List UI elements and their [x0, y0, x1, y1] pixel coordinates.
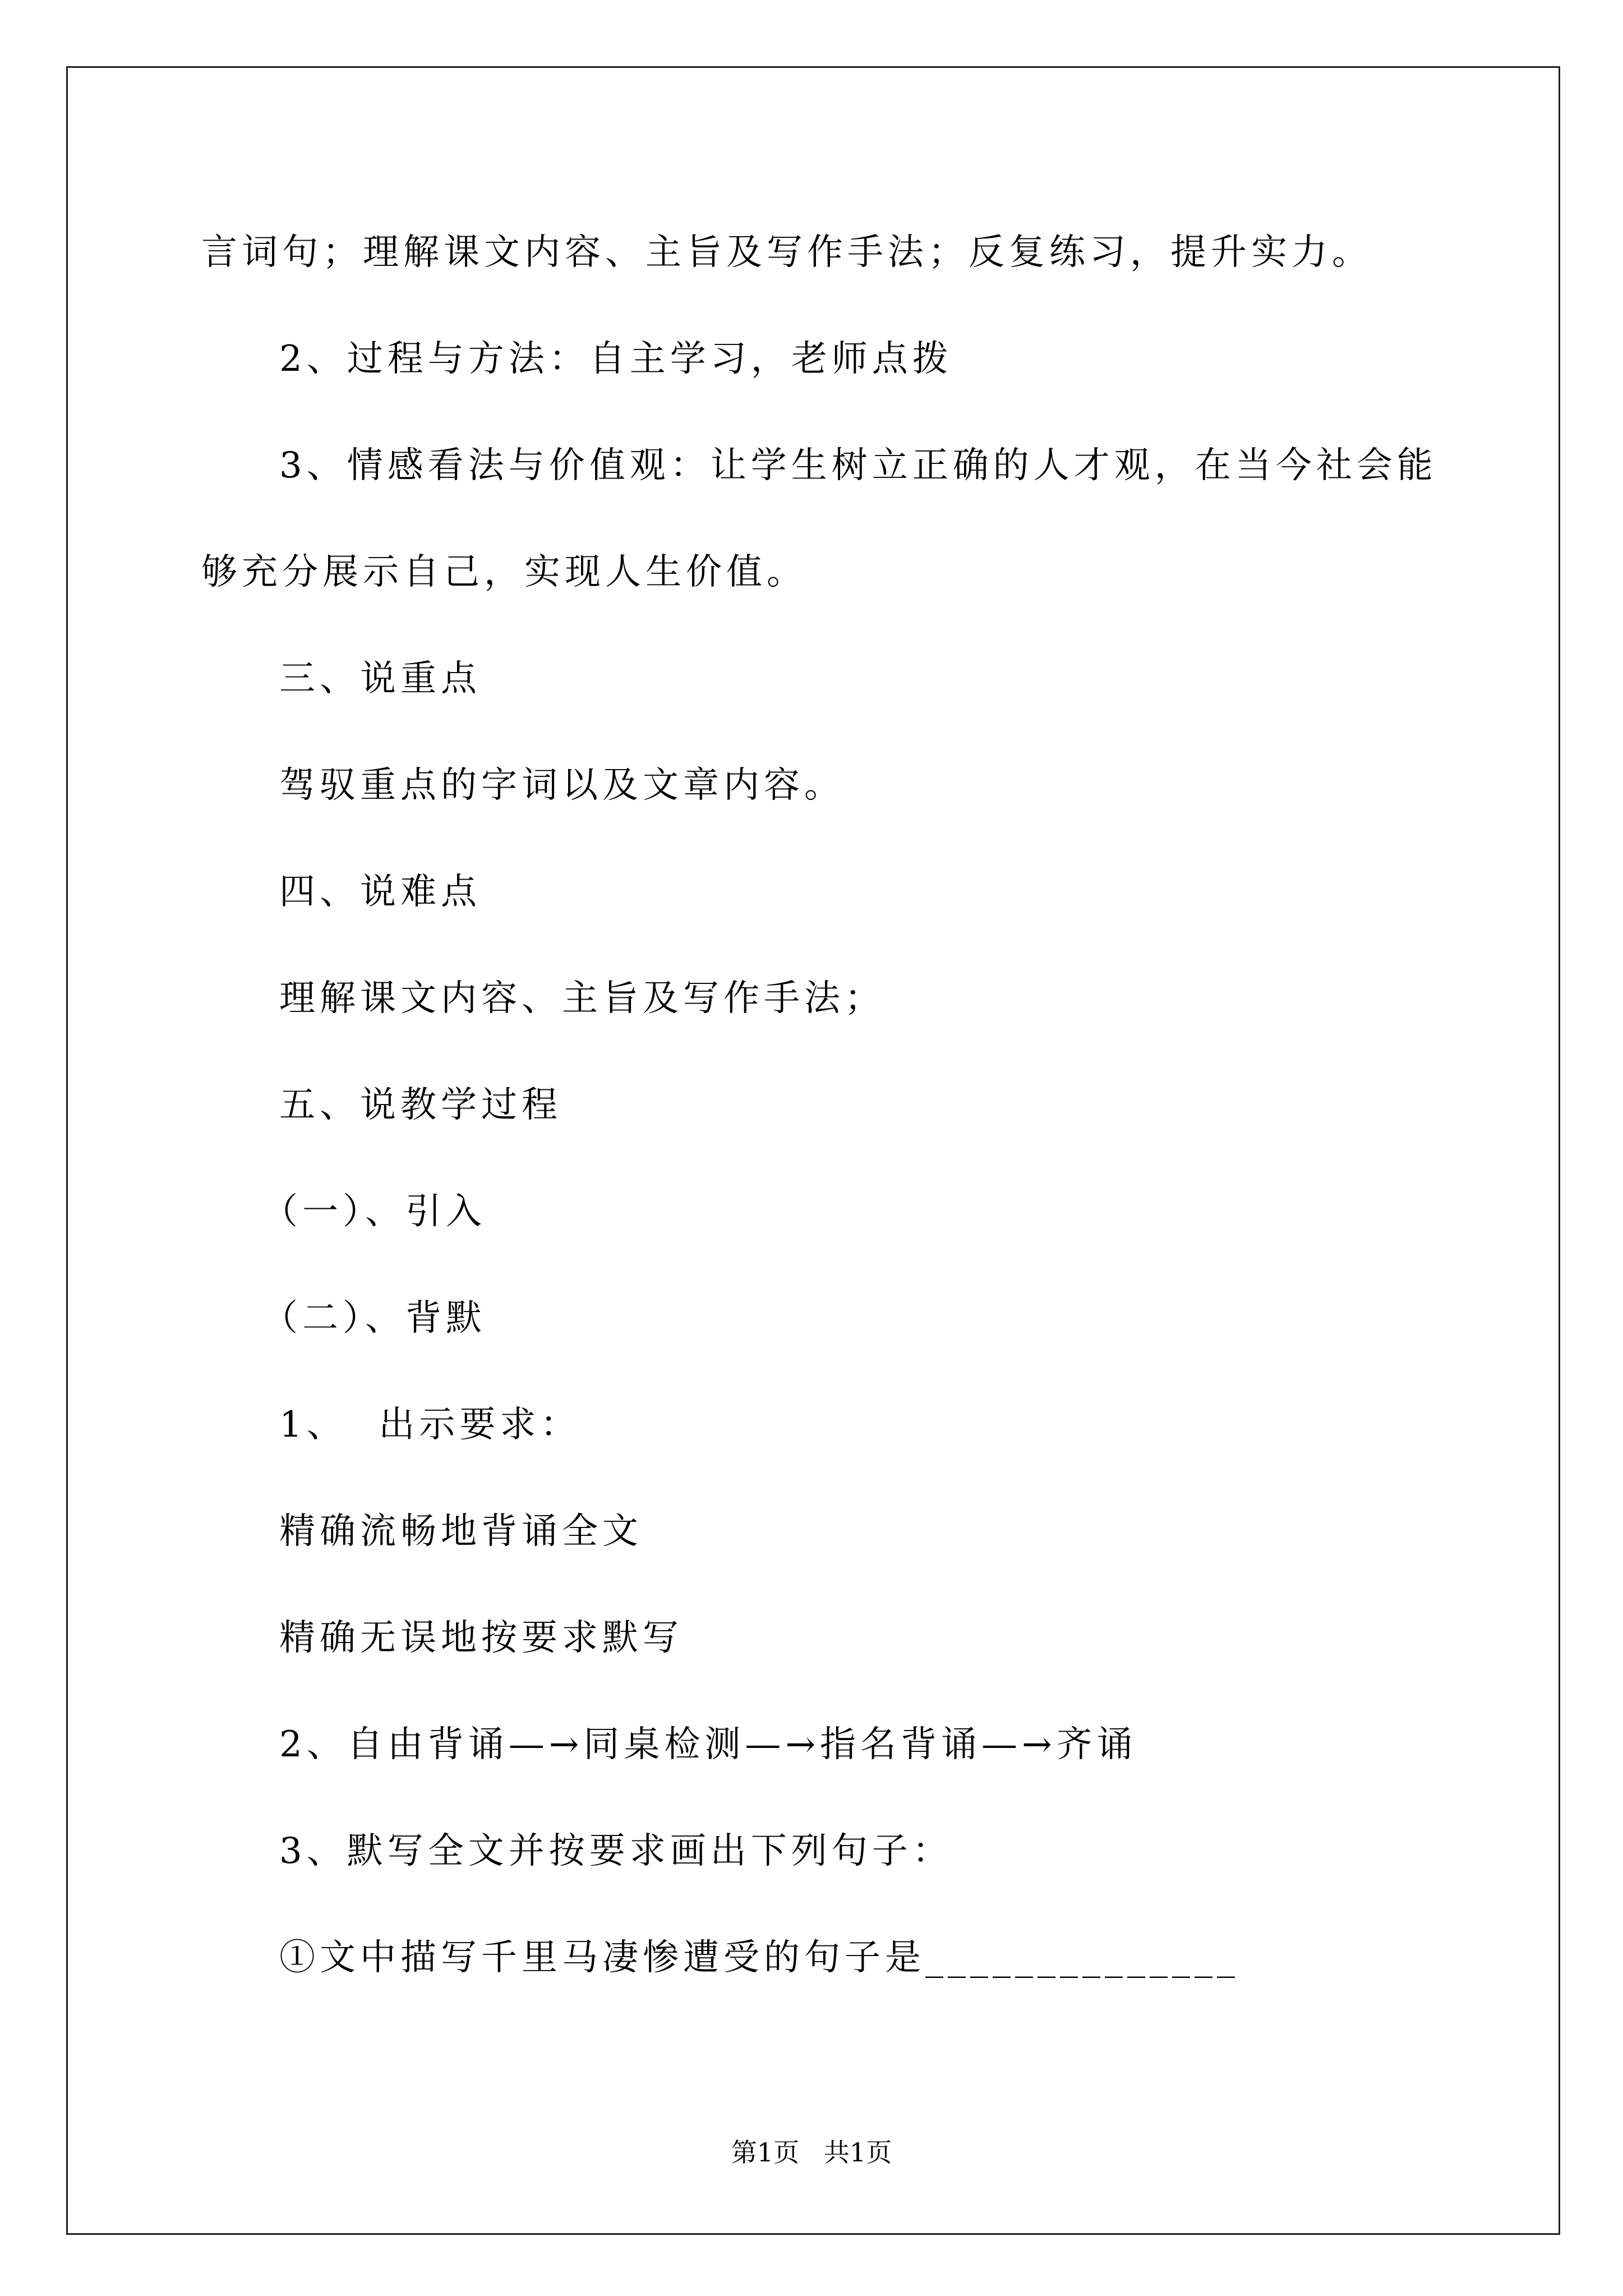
section-heading-difficulties: 四、说难点	[279, 871, 481, 913]
section-heading-teaching-process: 五、说教学过程	[279, 1084, 562, 1126]
subheading-introduction: （一）、引入	[262, 1191, 486, 1232]
paragraph-objective-process: 2、过程与方法：自主学习，老师点拨	[279, 338, 953, 380]
list-item: 精确无误地按要求默写	[279, 1617, 683, 1659]
list-item: 2、自由背诵—→同桌检测—→指名背诵—→齐诵	[279, 1724, 1137, 1765]
paragraph-continuation: 够充分展示自己，实现人生价值。	[201, 551, 807, 593]
paragraph-key-points: 驾驭重点的字词以及文章内容。	[279, 765, 845, 806]
list-item: 1、 出示要求：	[279, 1404, 581, 1446]
paragraph-difficulties: 理解课文内容、主旨及写作手法；	[279, 978, 885, 1019]
subheading-recitation: （二）、背默	[262, 1297, 486, 1339]
list-item: 精确流畅地背诵全文	[279, 1511, 643, 1552]
document-body	[201, 199, 1536, 2011]
fill-in-blank-item: ①文中描写千里马凄惨遭受的句子是______________	[279, 1937, 1239, 1978]
paragraph-objective-values: 3、情感看法与价值观：让学生树立正确的人才观，在当今社会能	[279, 445, 1437, 486]
page-number-footer: 第1页 共1页	[731, 2137, 892, 2168]
section-heading-key-points: 三、说重点	[279, 658, 481, 700]
paragraph-continuation: 言词句；理解课文内容、主旨及写作手法；反复练习，提升实力。	[201, 232, 1372, 273]
list-item: 3、默写全文并按要求画出下列句子：	[279, 1830, 953, 1872]
